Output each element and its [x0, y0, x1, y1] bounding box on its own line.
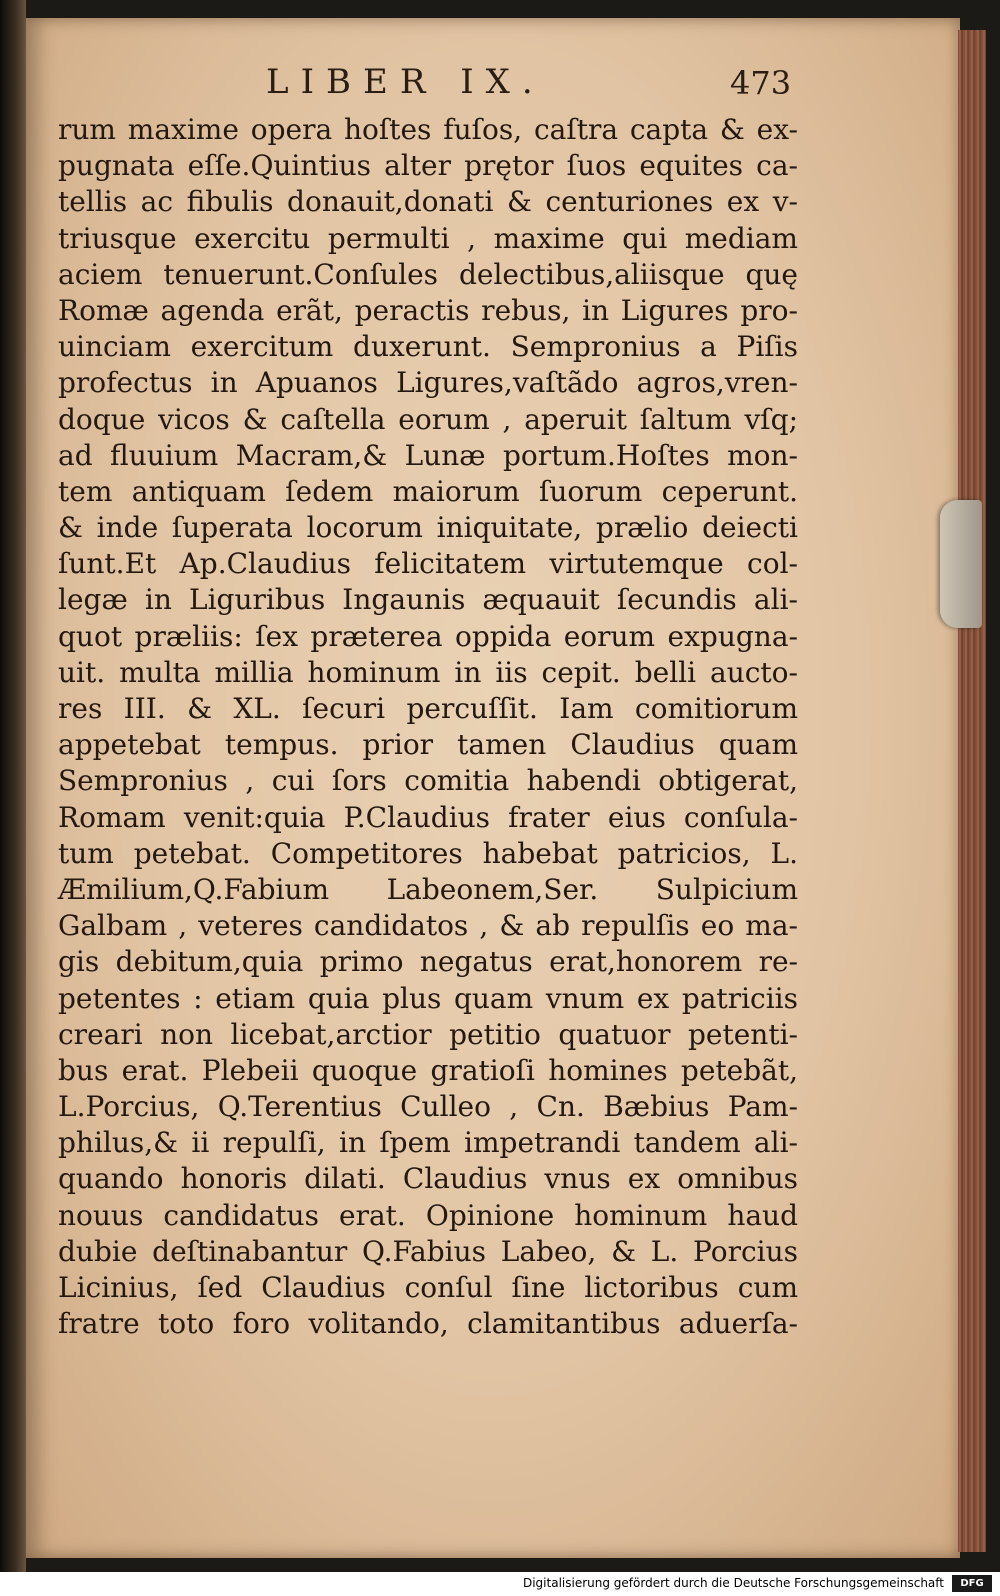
text-line: Galbam , veteres candidatos , & ab repulſis eo ma- [58, 909, 798, 943]
text-line: bus erat. Plebeii quoque gratioſi homines petebãt, [58, 1053, 798, 1087]
text-line: petentes : etiam quia plus quam vnum ex patriciis [58, 981, 798, 1015]
text-line: Sempronius , cui ſors comitia habendi obtigerat, [58, 764, 798, 798]
dfg-logo: DFG [952, 1575, 992, 1592]
text-line: philus,& ii repulſi, in ſpem impetrandi tandem ali- [58, 1126, 798, 1160]
text-line: rum maxime opera hoſtes fuſos, caſtra capta & ex- [58, 113, 798, 146]
running-head-title: LIBER IX. [266, 62, 545, 102]
page-edges [958, 30, 986, 1552]
text-line: uit. multa millia hominum in iis cepit. belli aucto- [58, 655, 798, 689]
book-clip [940, 500, 982, 628]
text-line: Æmilium,Q.Fabium Labeonem,Ser. Sulpicium [58, 872, 798, 906]
text-line: L.Porcius, Q.Terentius Culleo , Cn. Bæbius Pam- [58, 1090, 798, 1124]
left-binding-shadow [0, 0, 26, 1572]
text-line: legæ in Liguribus Ingaunis æquauit ſecundis ali- [58, 583, 798, 617]
text-line: res III. & XL. ſecuri percuſſit. Iam comitiorum [58, 692, 798, 725]
text-line: fratre toto foro volitando, clamitantibus aduerſa- [58, 1307, 798, 1341]
text-line: Romæ agenda erãt, peractis rebus, in Ligures pro- [58, 293, 798, 327]
page-number: 473 [730, 64, 792, 102]
text-line: Licinius, ſed Claudius conſul ſine lictoribus cum [58, 1271, 798, 1304]
text-line: Romam venit:quia P.Claudius frater eius conſula- [58, 800, 798, 834]
running-head [26, 58, 960, 108]
footer-credit: Digitalisierung gefördert durch die Deutsche Forschungsgemeinschaft [522, 1576, 944, 1590]
footer-bar [0, 1572, 1000, 1596]
body-text [58, 112, 798, 1342]
text-line: tem antiquam ſedem maiorum ſuorum ceperunt. [58, 474, 798, 508]
text-line: quando honoris dilati. Claudius vnus ex omnibus [58, 1162, 798, 1196]
text-line: tellis ac fibulis donauit,donati & centuriones ex v- [58, 185, 798, 219]
text-line: profectus in Apuanos Ligures,vaſtãdo agros,vren- [58, 366, 798, 400]
text-line: appetebat tempus. prior tamen Claudius quam [58, 728, 798, 762]
text-line: quot præliis: ſex præterea oppida eorum expugna- [58, 619, 798, 653]
text-line: tum petebat. Competitores habebat patricios, L. [58, 836, 798, 870]
text-line: nouus candidatus erat. Opinione hominum haud [58, 1198, 798, 1232]
text-line: pugnata eſſe.Quintius alter prętor ſuos equites ca- [58, 149, 798, 183]
text-line: creari non licebat,arctior petitio quatuor petenti- [58, 1017, 798, 1051]
text-line: gis debitum,quia primo negatus erat,honorem re- [58, 945, 798, 979]
text-line: dubie deſtinabantur Q.Fabius Labeo, & L. Porcius [58, 1234, 798, 1268]
text-line: doque vicos & caſtella eorum , aperuit ſaltum vſq; [58, 402, 798, 436]
text-line: aciem tenuerunt.Conſules delectibus,aliisque quę [58, 257, 798, 291]
text-line: ad fluuium Macram,& Lunæ portum.Hoſtes mon- [58, 438, 798, 472]
text-line: & inde ſuperata locorum iniquitate, prælio deiecti [58, 511, 798, 545]
text-line: uinciam exercitum duxerunt. Sempronius a Piſis [58, 330, 798, 364]
text-line: ſunt.Et Ap.Claudius felicitatem virtutemque col- [58, 547, 798, 581]
text-line: triusque exercitu permulti , maxime qui mediam [58, 221, 798, 255]
